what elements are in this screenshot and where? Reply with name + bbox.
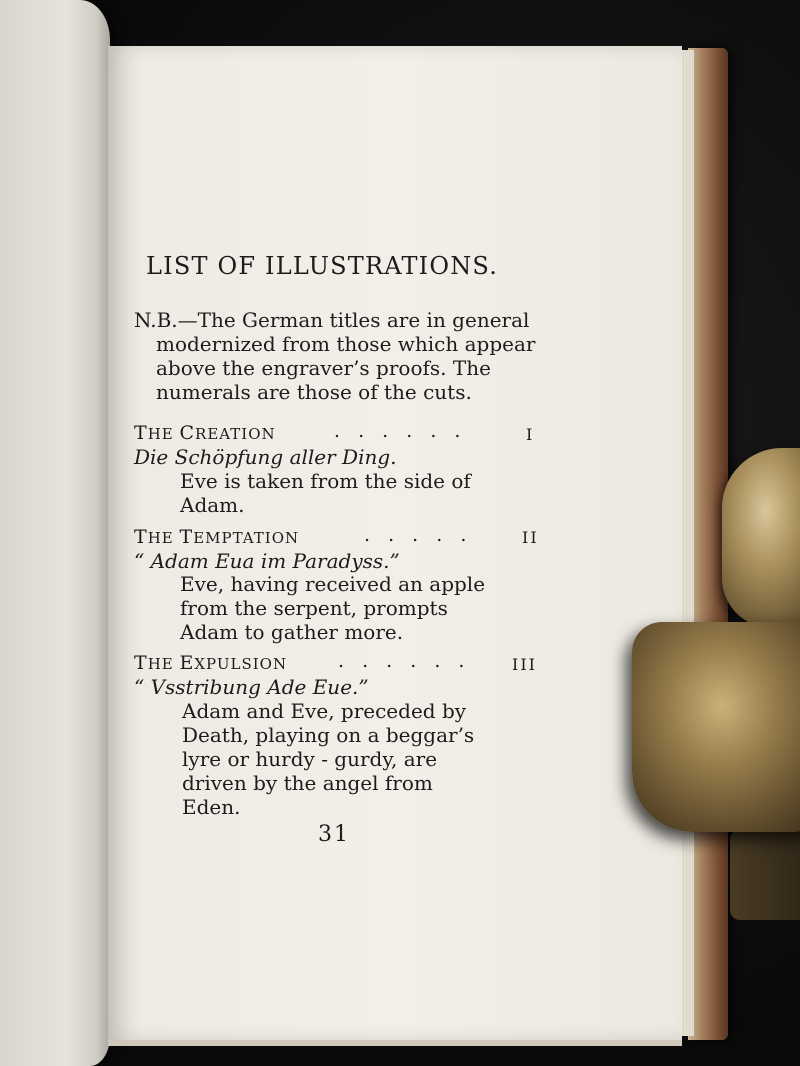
entry-title-smallcaps: HE: [147, 655, 180, 673]
entry-description-line: Adam to gather more.: [180, 620, 404, 644]
entry-leader-dots: . . . . .: [364, 524, 473, 546]
note-line-3: above the engraver’s proofs. The: [156, 356, 491, 380]
entry-title-smallcaps: XPULSION: [194, 655, 288, 673]
entry-title-cap: T: [134, 526, 148, 548]
entry-title-cap: C: [179, 422, 196, 444]
entry-title-smallcaps: HE: [147, 529, 180, 547]
note-line-1: N.B.—The German titles are in general: [134, 308, 530, 332]
brass-clip-bottom: [632, 622, 800, 832]
entry-leader-dots: . . . . . .: [334, 420, 467, 442]
entry-description-line: Adam and Eve, preceded by: [182, 699, 467, 723]
entry-german-title: “ Adam Eua im Paradyss.”: [134, 549, 400, 573]
entry-title-smallcaps: EMPTATION: [193, 529, 300, 547]
entry-title-cap: T: [179, 526, 194, 548]
entry-title-cap: T: [134, 652, 148, 674]
entry-description-line: from the serpent, prompts: [180, 596, 448, 620]
entry-description-line: driven by the angel from: [182, 771, 433, 795]
facing-left-page: [0, 0, 110, 1066]
entry-description-line: lyre or hurdy - gurdy, are: [182, 747, 438, 771]
entry-numeral: III: [512, 655, 537, 674]
entry-description-line: Eden.: [182, 795, 241, 819]
note-line-2: modernized from those which appear: [156, 332, 536, 356]
page-title: LIST OF ILLUSTRATIONS.: [146, 252, 499, 280]
entry-numeral: I: [526, 425, 535, 444]
entry-german-title: Die Schöpfung aller Ding.: [134, 445, 397, 469]
brass-clip-top: [722, 448, 800, 628]
entry-description-line: Eve is taken from the side of: [180, 469, 471, 493]
note-line-4: numerals are those of the cuts.: [156, 380, 472, 404]
entry-title-cap: T: [134, 422, 148, 444]
entry-title-smallcaps: REATION: [195, 425, 276, 443]
brass-clip-base: [730, 830, 800, 920]
entry-title-smallcaps: HE: [147, 425, 180, 443]
entry-title-creation: [134, 422, 276, 444]
entry-leader-dots: . . . . . .: [338, 650, 471, 672]
entry-title-expulsion: [134, 652, 287, 674]
entry-title-temptation: [134, 526, 299, 548]
page-number: 31: [318, 822, 350, 847]
entry-description-line: Death, playing on a beggar’s: [182, 723, 475, 747]
entry-description-line: Adam.: [180, 493, 245, 517]
entry-description-line: Eve, having received an apple: [180, 572, 486, 596]
entry-german-title: “ Vsstribung Ade Eue.”: [134, 675, 369, 699]
entry-title-cap: E: [179, 652, 195, 674]
entry-numeral: II: [522, 528, 539, 547]
